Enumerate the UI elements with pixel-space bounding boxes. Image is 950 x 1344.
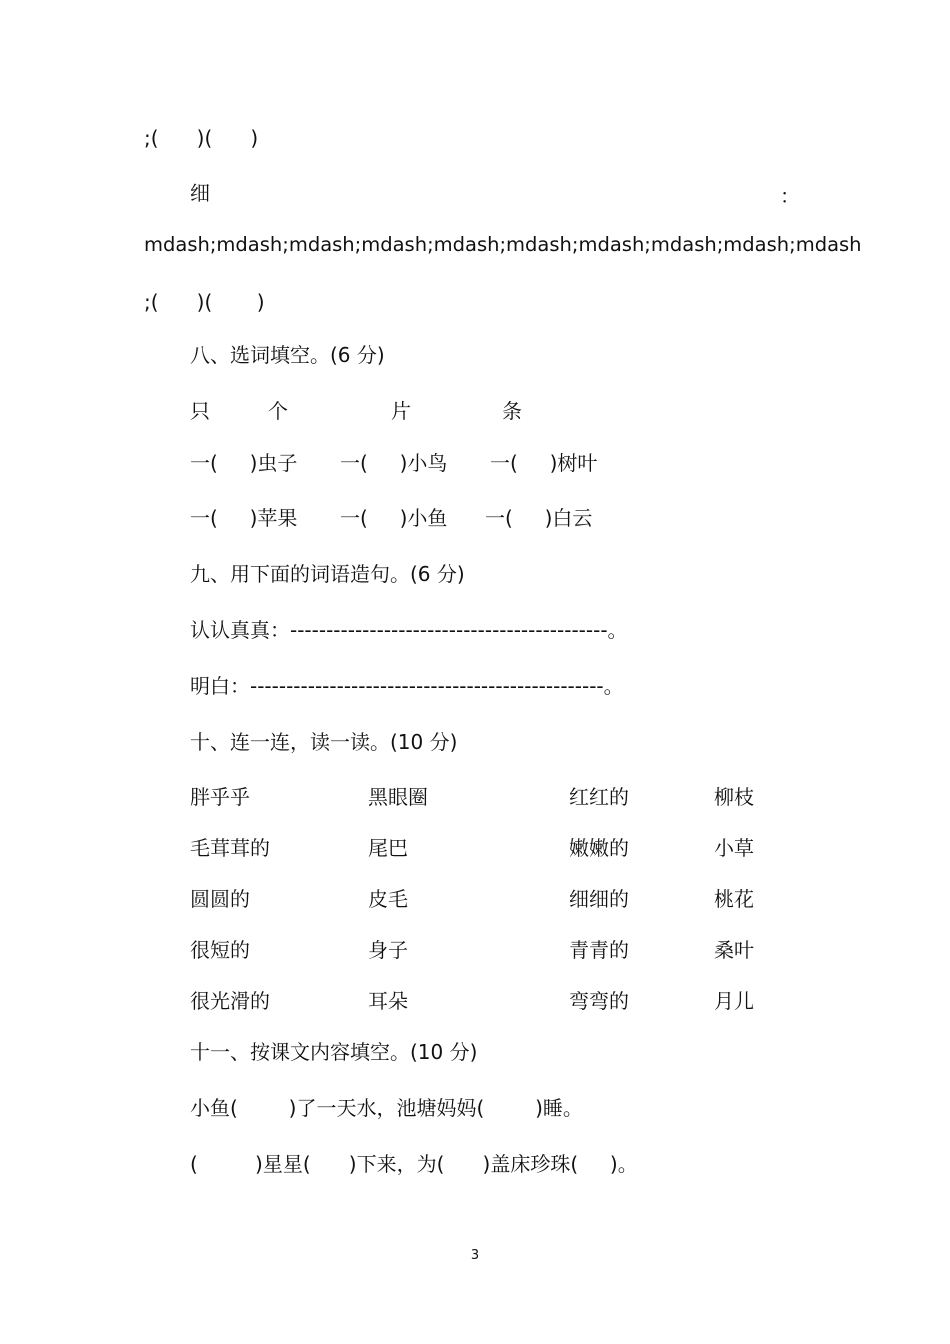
q10-cell: 桑叶 xyxy=(714,938,754,962)
q8-choice: 条 xyxy=(502,399,522,423)
q10-cell: 月儿 xyxy=(714,989,754,1013)
q10-cell: 红红的 xyxy=(569,785,629,809)
q8-item: 一( )虫子 xyxy=(190,451,298,475)
q8-choice: 个 xyxy=(268,399,288,423)
page-number: 3 xyxy=(470,1248,480,1263)
q10-cell: 尾巴 xyxy=(368,836,408,860)
q10-cell: 细细的 xyxy=(569,887,629,911)
q10-title: 十、连一连，读一读。(10 分) xyxy=(190,730,458,754)
q8-item: 一( )苹果 xyxy=(190,506,298,530)
q10-cell: 耳朵 xyxy=(368,989,408,1013)
q8-item: 一( )树叶 xyxy=(490,451,598,475)
q8-choice: 只 xyxy=(190,399,210,423)
q10-cell: 毛茸茸的 xyxy=(190,836,270,860)
q10-cell: 皮毛 xyxy=(368,887,408,911)
q9-title: 九、用下面的词语造句。(6 分) xyxy=(190,562,465,586)
mdash-line: mdash;mdash;mdash;mdash;mdash;mdash;mdash;mdash;mdash;mdash xyxy=(144,233,862,256)
q10-cell: 柳枝 xyxy=(714,785,754,809)
q11-sentence-1: 小鱼( )了一天水，池塘妈妈( )睡。 xyxy=(190,1096,583,1120)
q8-choice: 片 xyxy=(391,399,411,423)
q10-cell: 圆圆的 xyxy=(190,887,250,911)
fill-line-2: 细 xyxy=(190,181,210,205)
q10-cell: 弯弯的 xyxy=(569,989,629,1013)
q8-item: 一( )小鸟 xyxy=(340,451,448,475)
q10-cell: 黑眼圈 xyxy=(368,785,428,809)
q9-sentence-1: 认认真真：--------------------------------------------。 xyxy=(190,618,628,642)
q10-cell: 很短的 xyxy=(190,938,250,962)
fill-line-2-colon: ： xyxy=(780,184,800,208)
q10-cell: 桃花 xyxy=(714,887,754,911)
q8-title: 八、选词填空。(6 分) xyxy=(190,343,385,367)
fill-line-1: ;( )( ) xyxy=(144,126,259,150)
q8-item: 一( )白云 xyxy=(485,506,593,530)
q10-cell: 胖乎乎 xyxy=(190,785,250,809)
q11-title: 十一、按课文内容填空。(10 分) xyxy=(190,1040,478,1064)
q10-cell: 很光滑的 xyxy=(190,989,270,1013)
q10-cell: 身子 xyxy=(368,938,408,962)
q8-item: 一( )小鱼 xyxy=(340,506,448,530)
q11-sentence-2: ( )星星( )下来，为( )盖床珍珠( )。 xyxy=(190,1152,638,1176)
fill-line-4: ;( )( ) xyxy=(144,290,265,314)
q10-cell: 青青的 xyxy=(569,938,629,962)
q10-cell: 嫩嫩的 xyxy=(569,836,629,860)
q10-cell: 小草 xyxy=(714,836,754,860)
q9-sentence-2: 明白：-------------------------------------------------。 xyxy=(190,674,624,698)
